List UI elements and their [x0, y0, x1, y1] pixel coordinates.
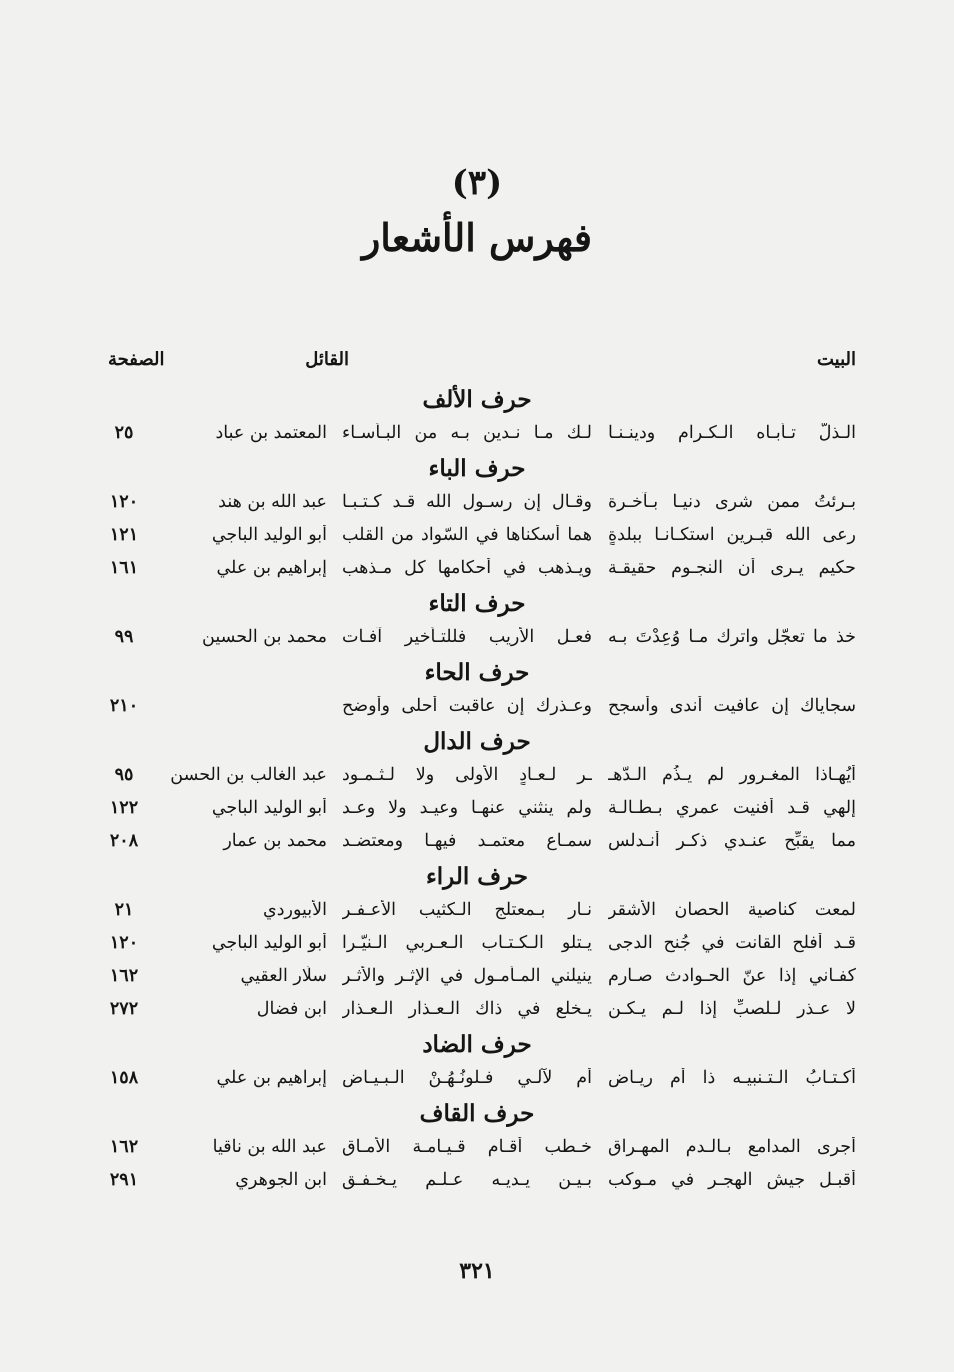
poet-name: إبراهيم بن علي [216, 558, 327, 578]
letter-heading: حرف التاء [428, 590, 526, 617]
index-row [0, 1165, 954, 1198]
poet-name: محمد بن الحسين [202, 627, 327, 647]
page-ref: ١٦٢ [109, 1137, 139, 1157]
page-ref: ٢٠٨ [109, 831, 139, 851]
verse-first-hemistich: بـرئتُ ممن شرى دنيـا بـآخـرة [608, 492, 856, 512]
page-ref: ١٢٢ [109, 798, 139, 818]
letter-heading: حرف الحاء [424, 659, 530, 686]
index-row [0, 760, 954, 793]
verse-second-hemistich: نـار بـمعتلج الـكثيب الأعـفـر [342, 900, 592, 920]
verse-second-hemistich: وعـذرك إن عاقبت أحلى وأوضح [342, 696, 592, 716]
letter-heading: حرف الباء [428, 455, 526, 482]
poet-name: عبد الغالب بن الحسن [170, 765, 327, 785]
index-row [0, 1132, 954, 1165]
verse-first-hemistich: كفـاني إذا عنّ الحـوادث صـارم [608, 966, 856, 986]
poet-name: الأبيوردي [263, 900, 327, 920]
verse-second-hemistich: ويـذهب في أحكامها كل مـذهب [342, 558, 592, 578]
verse-first-hemistich: لمعت كناصية الحصان الأشقر [608, 900, 856, 920]
verse-first-hemistich: سجاياك إن عافيت أندى وأسجح [608, 696, 856, 716]
verse-first-hemistich: خذ ما تعجّل واترك مـا وُعِدْتَ بـه [608, 627, 856, 647]
index-row [0, 826, 954, 859]
index-list [0, 382, 954, 1198]
index-row [0, 691, 954, 724]
index-row [0, 895, 954, 928]
verse-second-hemistich: ـر لـعـادٍ الأولى ولا لـثـمـود [342, 765, 592, 785]
verse-second-hemistich: يـتلو الـكـتـاب الـعـربي الـنيّـرا [342, 933, 592, 953]
section-number: (٣) [451, 163, 503, 203]
verse-first-hemistich: أيُهـاذا المغـرور لم يـذُم الـدّهـ [608, 765, 856, 785]
verse-first-hemistich: الـذلُّ تـأبـاه الـكـرام ودينـنـا [608, 423, 856, 443]
verse-second-hemistich: سمـاع معتمـد فيهـا ومعتضـد [342, 831, 592, 851]
verse-first-hemistich: حكيم يـرى أن النجـوم حقيقـة [608, 558, 856, 578]
verse-first-hemistich: أكـتـابُ الـتـنبيـه ذا أم ريـاض [608, 1068, 856, 1088]
index-row [0, 1063, 954, 1096]
page-ref: ٢٥ [114, 423, 134, 443]
page-ref: ١٢٠ [109, 492, 139, 512]
poet-name: أبو الوليد الباجي [211, 798, 327, 818]
page-ref: ١٢٠ [109, 933, 139, 953]
index-row [0, 994, 954, 1027]
verse-second-hemistich: أم لآلـي فـلونُـهُـنْ الـبـيـاض [342, 1068, 592, 1088]
poet-name: عبد الله بن هند [218, 492, 327, 512]
verse-first-hemistich: إلهي قـد أفنيت عمري بـطـالـة [608, 798, 856, 818]
verse-second-hemistich: فعـل الأريب فللتـأخير آفـات [342, 627, 592, 647]
verse-first-hemistich: مما يقبِّح عنـدي ذكـر أنـدلس [608, 831, 856, 851]
index-row [0, 961, 954, 994]
poet-name: المعتمد بن عباد [215, 423, 327, 443]
index-row [0, 520, 954, 553]
verse-second-hemistich: بـيـن يـديـه عـلـم يـخـفـق [342, 1170, 592, 1190]
letter-heading: حرف الدال [423, 728, 531, 755]
letter-heading: حرف الراء [425, 863, 529, 890]
page-ref: ١٢١ [109, 525, 139, 545]
column-header-poet: القائل [305, 349, 349, 370]
verse-first-hemistich: أجرى المدامع بـالـدم المهـراق [608, 1137, 856, 1157]
verse-first-hemistich: رعى الله قبـرين استكـانـا ببلدةٍ [608, 525, 856, 545]
column-headers [0, 345, 954, 375]
poet-name: محمد بن عمار [223, 831, 327, 851]
index-row [0, 622, 954, 655]
verse-second-hemistich: خـطب أقـام قـيـامـة الأمـاق [342, 1137, 592, 1157]
verse-second-hemistich: لـك مـا نـدين بـه من البـأسـاء [342, 423, 592, 443]
poet-name: أبو الوليد الباجي [211, 933, 327, 953]
verse-second-hemistich: ولم ينثني عنهـا وعيـد ولا وعـد [342, 798, 592, 818]
index-row [0, 553, 954, 586]
column-header-page: الصفحة [108, 349, 165, 370]
page-ref: ٩٥ [114, 765, 134, 785]
verse-first-hemistich: أقبـل جيش الهجـر في مـوكب [608, 1170, 856, 1190]
poet-name: سلّار العقيي [240, 966, 327, 986]
page-ref: ٢٧٢ [109, 999, 139, 1019]
page-ref: ١٦٢ [109, 966, 139, 986]
letter-heading: حرف الضاد [422, 1031, 532, 1058]
index-row [0, 793, 954, 826]
poet-name: أبو الوليد الباجي [211, 525, 327, 545]
page-ref: ١٦١ [109, 558, 139, 578]
poet-name: إبراهيم بن علي [216, 1068, 327, 1088]
page-ref: ٢١٠ [109, 696, 139, 716]
letter-heading: حرف القاف [419, 1100, 535, 1127]
page-number: ٣٢١ [459, 1258, 495, 1284]
page-ref: ١٥٨ [109, 1068, 139, 1088]
verse-first-hemistich: لا عـذر لـلصبِّ إذا لـم يـكـن [608, 999, 856, 1019]
index-row [0, 418, 954, 451]
index-row [0, 928, 954, 961]
poet-name: ابن فضال [256, 999, 327, 1019]
verse-second-hemistich: هما أسكناها في السّواد من القلب [342, 525, 592, 545]
verse-first-hemistich: قـد أفلح القانت في جُنح الدجى [608, 933, 856, 953]
verse-second-hemistich: يـخلع في ذاك الـعـذار الـعـذار [342, 999, 592, 1019]
column-header-verse: البيت [816, 349, 856, 370]
poet-name: ابن الجوهري [235, 1170, 327, 1190]
page-title: فهرس الأشعار [361, 215, 593, 260]
verse-second-hemistich: ينيلني المـأمـول في الإثـر والأثـر [342, 966, 592, 986]
index-row [0, 487, 954, 520]
page-ref: ٢١ [114, 900, 134, 920]
poet-name: عبد الله بن ناقيا [212, 1137, 327, 1157]
letter-heading: حرف الألف [422, 386, 532, 413]
verse-second-hemistich: وقـال إن رسـول الله قـد كـتـبـا [342, 492, 592, 512]
page-ref: ٩٩ [114, 627, 134, 647]
page-ref: ٢٩١ [109, 1170, 139, 1190]
